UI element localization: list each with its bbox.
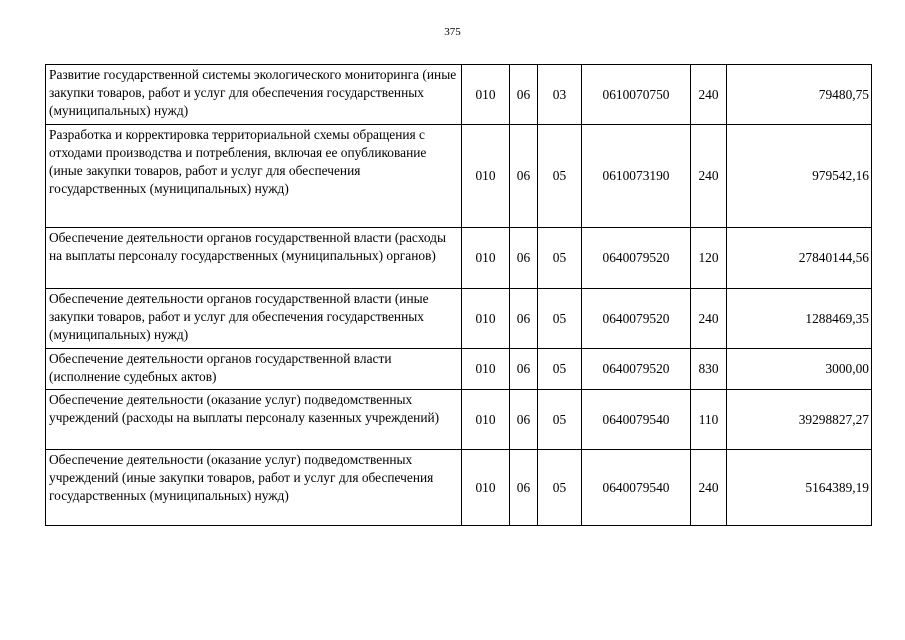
expense-name-cell: Обеспечение деятельности органов государственной власти (исполнение судебных актов) [46, 349, 462, 390]
amount-cell: 39298827,27 [727, 390, 872, 450]
grbs-code-cell: 010 [462, 390, 510, 450]
target-article-cell: 0640079520 [582, 289, 691, 349]
expense-type-cell: 830 [691, 349, 727, 390]
page-number: 375 [444, 26, 461, 38]
amount-cell: 5164389,19 [727, 450, 872, 526]
grbs-code-cell: 010 [462, 349, 510, 390]
section-code-cell: 06 [510, 65, 538, 125]
grbs-code-cell: 010 [462, 65, 510, 125]
subsection-code-cell: 05 [538, 450, 582, 526]
expense-name-cell: Развитие государственной системы экологического мониторинга (иные закупки товаров, работ и услуг для обеспечения государственных (муниципальных) нужд) [46, 65, 462, 125]
subsection-code-cell: 03 [538, 65, 582, 125]
subsection-code-cell: 05 [538, 289, 582, 349]
budget-table-body [46, 65, 872, 526]
expense-name-cell: Разработка и корректировка территориальной схемы обращения с отходами производства и потребления, включая ее опубликование (иные закупки товаров, работ и услуг для обеспечения государственных (муниципальных) нужд) [46, 125, 462, 228]
amount-cell: 79480,75 [727, 65, 872, 125]
target-article-cell: 0640079520 [582, 228, 691, 289]
section-code-cell: 06 [510, 289, 538, 349]
table-row [46, 390, 872, 450]
expense-name-cell: Обеспечение деятельности органов государственной власти (расходы на выплаты персоналу государственных (муниципальных) органов) [46, 228, 462, 289]
target-article-cell: 0610073190 [582, 125, 691, 228]
grbs-code-cell: 010 [462, 125, 510, 228]
section-code-cell: 06 [510, 228, 538, 289]
expense-type-cell: 240 [691, 65, 727, 125]
subsection-code-cell: 05 [538, 349, 582, 390]
expense-type-cell: 240 [691, 289, 727, 349]
grbs-code-cell: 010 [462, 289, 510, 349]
amount-cell: 1288469,35 [727, 289, 872, 349]
expense-type-cell: 240 [691, 450, 727, 526]
table-row [46, 228, 872, 289]
table-row [46, 349, 872, 390]
budget-table [45, 64, 872, 526]
table-row [46, 65, 872, 125]
target-article-cell: 0640079520 [582, 349, 691, 390]
expense-name-cell: Обеспечение деятельности (оказание услуг) подведомственных учреждений (иные закупки товаров, работ и услуг для обеспечения государственных (муниципальных) нужд) [46, 450, 462, 526]
expense-name-cell: Обеспечение деятельности органов государственной власти (иные закупки товаров, работ и услуг для обеспечения государственных (муниципальных) нужд) [46, 289, 462, 349]
subsection-code-cell: 05 [538, 390, 582, 450]
expense-type-cell: 240 [691, 125, 727, 228]
section-code-cell: 06 [510, 390, 538, 450]
expense-name-cell: Обеспечение деятельности (оказание услуг) подведомственных учреждений (расходы на выплаты персоналу казенных учреждений) [46, 390, 462, 450]
table-row [46, 125, 872, 228]
table-row [46, 289, 872, 349]
target-article-cell: 0640079540 [582, 390, 691, 450]
target-article-cell: 0610070750 [582, 65, 691, 125]
grbs-code-cell: 010 [462, 228, 510, 289]
subsection-code-cell: 05 [538, 125, 582, 228]
table-row [46, 450, 872, 526]
section-code-cell: 06 [510, 450, 538, 526]
section-code-cell: 06 [510, 349, 538, 390]
amount-cell: 3000,00 [727, 349, 872, 390]
section-code-cell: 06 [510, 125, 538, 228]
expense-type-cell: 110 [691, 390, 727, 450]
grbs-code-cell: 010 [462, 450, 510, 526]
subsection-code-cell: 05 [538, 228, 582, 289]
amount-cell: 27840144,56 [727, 228, 872, 289]
expense-type-cell: 120 [691, 228, 727, 289]
target-article-cell: 0640079540 [582, 450, 691, 526]
amount-cell: 979542,16 [727, 125, 872, 228]
